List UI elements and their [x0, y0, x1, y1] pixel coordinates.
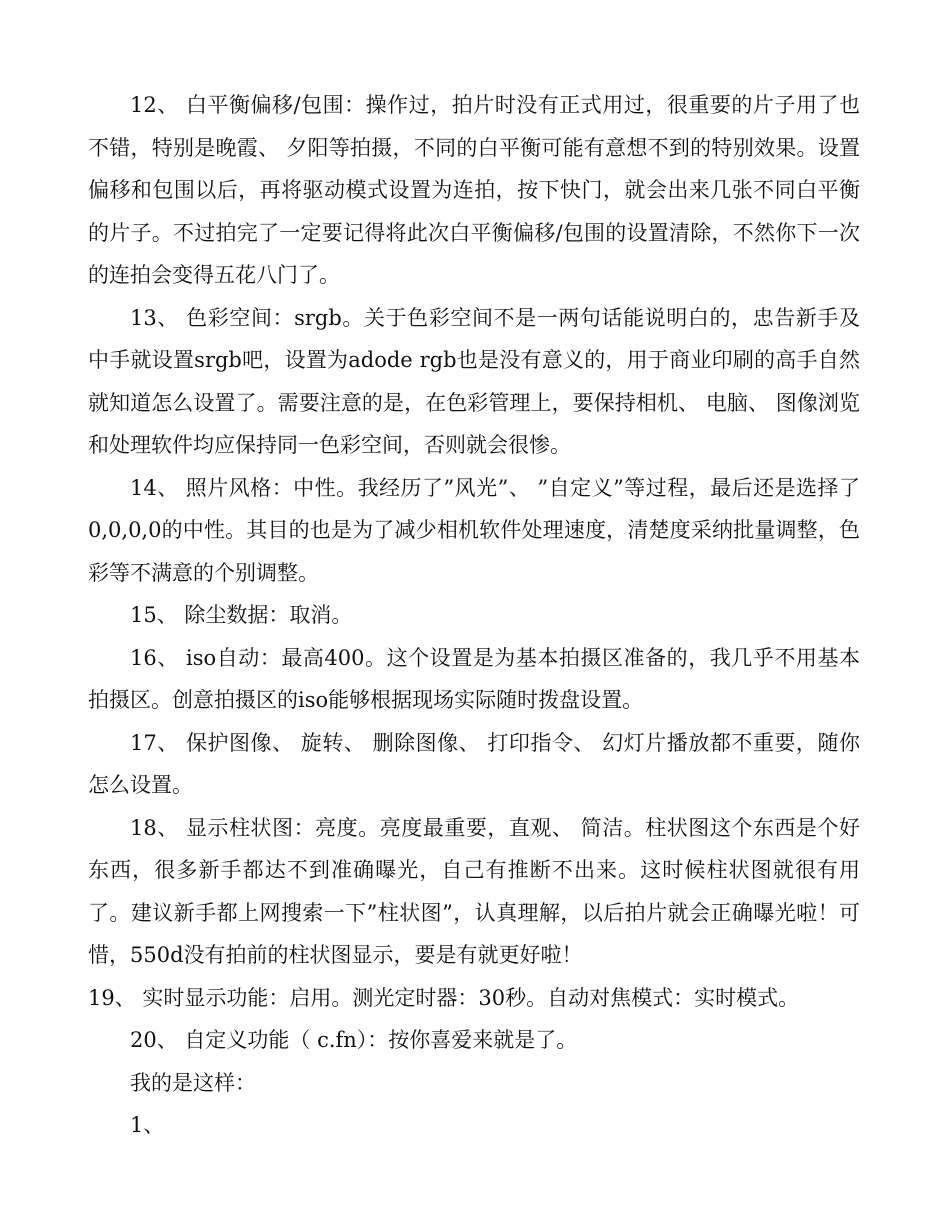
paragraph-item-1: 1、 — [130, 1113, 165, 1137]
paragraph-my-settings: 我的是这样： — [130, 1070, 256, 1095]
paragraph-20-custom-functions: 20、 自定义功能（ c.fn）：按你喜爱来就是了。 — [130, 1028, 578, 1052]
paragraph-18-histogram: 18、 显示柱状图：亮度。亮度最重要，直观、 简洁。柱状图这个东西是个好东西，很多新手都达不到准确曝光，自己有推断不出来。这时候柱状图就很有用了。建议新手都上网搜索一下”柱状图”，认真理解，以后拍片就会正确曝光啦！可惜，550d没有拍前的柱状图显示，要是有就更好啦！ — [88, 815, 860, 967]
paragraph-16-iso-auto: 16、 iso自动：最高400。这个设置是为基本拍摄区准备的，我几乎不用基本拍摄区。创意拍摄区的iso能够根据现场实际随时拨盘设置。 — [88, 645, 860, 712]
paragraph-13-color-space: 13、 色彩空间：srgb。关于色彩空间不是一两句话能说明白的，忠告新手及中手就设置srgb吧，设置为adode rgb也是没有意义的，用于商业印刷的高手自然就知道怎么设置了。需要注意的是，在色彩管理上，要保持相机、 电脑、 图像浏览和处理软件均应保持同一色彩空间，否则就会很惨。 — [88, 305, 860, 457]
paragraph-12-white-balance: 12、 白平衡偏移/包围：操作过，拍片时没有正式用过，很重要的片子用了也不错，特别是晚霞、 夕阳等拍摄，不同的白平衡可能有意想不到的特别效果。设置偏移和包围以后，再将驱动模式设置为连拍，按下快门，就会出来几张不同白平衡的片子。不过拍完了一定要记得将此次白平衡偏移/包围的设置清除，不然你下一次的连拍会变得五花八门了。 — [88, 93, 860, 287]
document-body — [88, 84, 860, 1147]
paragraph-15-dust-data: 15、 除尘数据：取消。 — [130, 603, 353, 627]
paragraph-19-live-view: 19、 实时显示功能：启用。测光定时器：30秒。自动对焦模式：实时模式。 — [88, 985, 800, 1010]
paragraph-17-protect-images: 17、 保护图像、 旋转、 删除图像、 打印指令、 幻灯片播放都不重要，随你怎么设置。 — [88, 730, 860, 797]
paragraph-14-picture-style: 14、 照片风格：中性。我经历了”风光”、 ”自定义”等过程，最后还是选择了0,0,0,0的中性。其目的也是为了减少相机软件处理速度，清楚度采纳批量调整，色彩等不满意的个别调整。 — [88, 475, 860, 585]
